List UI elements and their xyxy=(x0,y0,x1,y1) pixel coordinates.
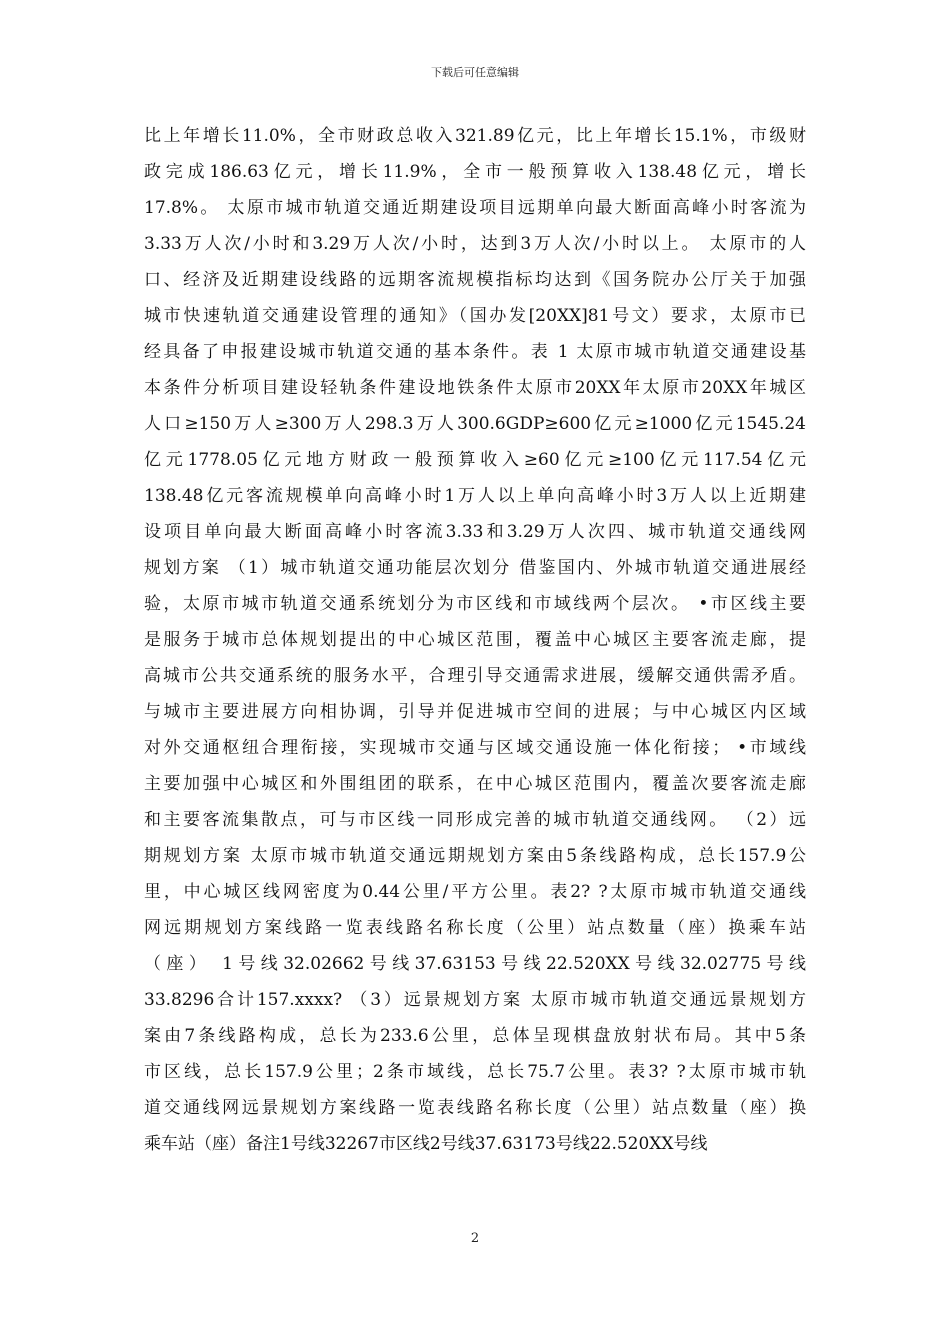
text-line: 口、经济及近期建设线路的远期客流规模指标均达到《国务院办公厅关于加强 xyxy=(144,270,806,290)
text-line: 市区线，总长157.9公里；2条市域线，总长75.7公里。表3? ?太原市城市轨 xyxy=(144,1062,806,1082)
text-line: 人口≥150万人≥300万人298.3万人300.6GDP≥600亿元≥1000亿元1545.24 xyxy=(144,414,806,434)
text-line: 17.8%。 太原市城市轨道交通近期建设项目远期单向最大断面高峰小时客流为 xyxy=(144,198,806,218)
text-line: 验，太原市城市轨道交通系统划分为市区线和市域线两个层次。 •市区线主要 xyxy=(144,594,806,614)
text-line: 经具备了申报建设城市轨道交通的基本条件。表 1 太原市城市轨道交通建设基 xyxy=(144,342,806,362)
text-line: 期规划方案 太原市城市轨道交通远期规划方案由5条线路构成，总长157.9公 xyxy=(144,846,806,866)
body-text xyxy=(144,118,806,1162)
text-line: 道交通线网远景规划方案线路一览表线路名称长度（公里）站点数量（座）换 xyxy=(144,1098,806,1118)
text-line: 城市快速轨道交通建设管理的通知》（国办发[20XX]81号文）要求，太原市已 xyxy=(144,306,806,326)
page-header: 下载后可任意编辑 xyxy=(431,66,519,79)
text-line: 亿元1778.05亿元地方财政一般预算收入≥60亿元≥100亿元117.54亿元 xyxy=(144,450,806,470)
text-line: 案由7条线路构成，总长为233.6公里，总体呈现棋盘放射状布局。其中5条 xyxy=(144,1026,806,1046)
text-line: 主要加强中心城区和外围组团的联系，在中心城区范围内，覆盖次要客流走廊 xyxy=(144,774,806,794)
text-line: 对外交通枢纽合理衔接，实现城市交通与区域交通设施一体化衔接； •市域线 xyxy=(144,738,806,758)
text-line: 和主要客流集散点，可与市区线一同形成完善的城市轨道交通线网。 （2）远 xyxy=(144,810,806,830)
text-line: （座） 1号线32.02662号线37.63153号线22.520XX号线32.02775号线 xyxy=(144,954,806,974)
text-line: 网远期规划方案线路一览表线路名称长度（公里）站点数量（座）换乘车站 xyxy=(144,918,806,938)
page-number: 2 xyxy=(470,1231,480,1246)
text-line: 138.48亿元客流规模单向高峰小时1万人以上单向高峰小时3万人以上近期建 xyxy=(144,486,806,506)
text-line: 33.8296合计157.xxxx? （3）远景规划方案 太原市城市轨道交通远景规划方 xyxy=(144,990,806,1010)
text-line: 比上年增长11.0%，全市财政总收入321.89亿元，比上年增长15.1%，市级财 xyxy=(144,126,806,146)
text-line: 规划方案 （1）城市轨道交通功能层次划分 借鉴国内、外城市轨道交通进展经 xyxy=(144,558,806,578)
text-line: 3.33万人次/小时和3.29万人次/小时，达到3万人次/小时以上。 太原市的人 xyxy=(144,234,806,254)
text-line: 本条件分析项目建设轻轨条件建设地铁条件太原市20XX年太原市20XX年城区 xyxy=(144,378,806,398)
text-line: 乘车站（座）备注1号线32267市区线2号线37.63173号线22.520XX号线 xyxy=(144,1134,708,1154)
text-line: 是服务于城市总体规划提出的中心城区范围，覆盖中心城区主要客流走廊，提 xyxy=(144,630,806,650)
text-line: 里，中心城区线网密度为0.44公里/平方公里。表2? ?太原市城市轨道交通线 xyxy=(144,882,806,902)
text-line: 高城市公共交通系统的服务水平，合理引导交通需求进展，缓解交通供需矛盾。 xyxy=(144,666,806,686)
text-line: 与城市主要进展方向相协调，引导并促进城市空间的进展；与中心城区内区域 xyxy=(144,702,806,722)
text-line: 政完成186.63亿元，增长11.9%，全市一般预算收入138.48亿元，增长 xyxy=(144,162,806,182)
text-line: 设项目单向最大断面高峰小时客流3.33和3.29万人次四、城市轨道交通线网 xyxy=(144,522,806,542)
